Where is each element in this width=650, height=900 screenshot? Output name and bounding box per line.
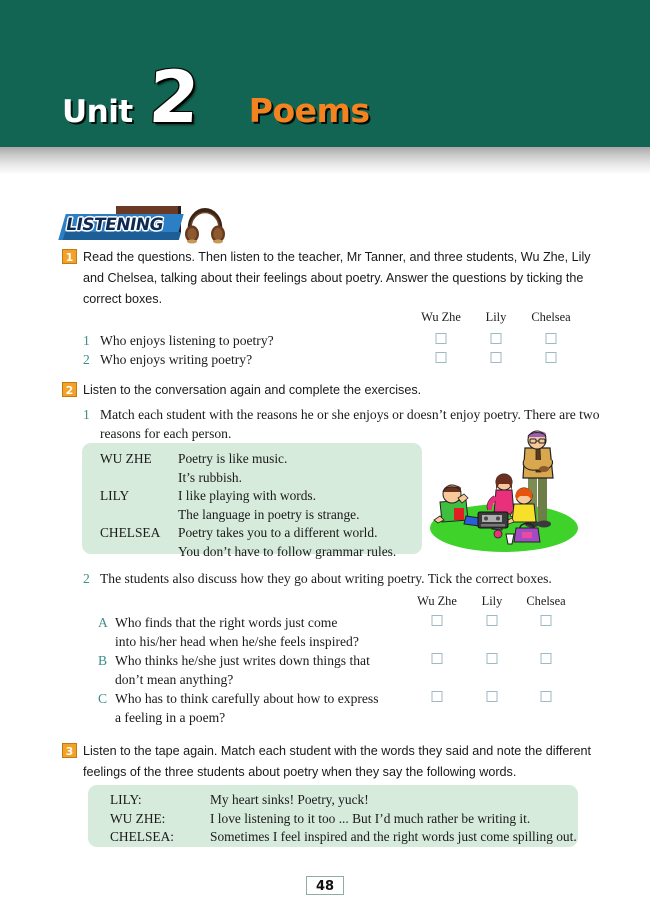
question-text: Who enjoys listening to poetry?	[100, 333, 274, 348]
list-item	[83, 331, 413, 350]
reasons-table-box	[82, 443, 422, 559]
question-text-line1: Who has to think carefully about how to express	[115, 691, 379, 706]
exercise-number-badge-1: 1	[62, 249, 77, 264]
exercise-number-badge-3: 3	[62, 743, 77, 758]
listening-section-banner	[62, 206, 242, 246]
column-header-wu-zhe: Wu Zhe	[421, 310, 461, 324]
question-text-line1: Who thinks he/she just writes down things that	[115, 653, 370, 668]
question-marker: B	[98, 653, 108, 668]
question-text: Who enjoys writing poetry?	[100, 352, 253, 367]
quote-text: I love listening to it too ... But I’d much rather be writing it.	[210, 810, 531, 826]
reason-text: I like playing with words.	[178, 488, 316, 503]
speaker-name: LILY:	[110, 792, 142, 807]
list-item	[98, 651, 418, 689]
part1-text-line1: Match each student with the reasons he or she enjoys or doesn’t enjoy poetry. There are two	[100, 407, 600, 422]
headphones-icon	[184, 208, 226, 249]
column-header-lily: Lily	[481, 594, 503, 608]
table-row	[110, 810, 577, 829]
cup	[506, 534, 514, 544]
checkbox-qB-lily[interactable]	[487, 653, 498, 664]
exercise-3-instructions: Listen to the tape again. Match each student with the words they said and note the different feelings of the three students about poetry when they say the following words.	[83, 744, 592, 779]
question-marker: 1	[83, 333, 90, 348]
table-row	[100, 524, 396, 543]
students-and-teacher-illustration	[424, 428, 584, 561]
exercise-number-badge-2: 2	[62, 382, 77, 397]
header-shadow-gradient	[0, 147, 650, 175]
listening-banner-label: LISTENING	[64, 215, 165, 235]
checkbox-q2-chelsea[interactable]	[546, 352, 557, 363]
column-header-chelsea: Chelsea	[531, 310, 571, 324]
part-marker: 1	[83, 407, 90, 422]
checkbox-q1-chelsea[interactable]	[546, 333, 557, 344]
table-row	[100, 543, 396, 562]
exercise-1-question-list	[83, 331, 413, 369]
table-row	[100, 469, 396, 488]
unit-number: 2	[146, 55, 201, 139]
unit-header-banner	[0, 0, 650, 147]
table-row	[100, 450, 396, 469]
checkbox-qB-wu-zhe[interactable]	[432, 653, 443, 664]
speaker-name: CHELSEA:	[110, 829, 174, 844]
reason-text: You don’t have to follow grammar rules.	[178, 543, 397, 559]
question-text-line2: into his/her head when he/she feels inspired?	[115, 634, 359, 649]
question-marker: A	[98, 615, 108, 630]
student-name: WU ZHE	[100, 451, 152, 466]
list-item	[83, 350, 413, 369]
exercise-2-instructions: Listen to the conversation again and complete the exercises.	[83, 383, 422, 397]
reason-text: Poetry takes you to a different world.	[178, 525, 378, 540]
table-row	[100, 506, 396, 525]
quote-text: My heart sinks! Poetry, yuck!	[210, 792, 369, 807]
reason-text: Poetry is like music.	[178, 451, 288, 466]
table-row	[110, 791, 577, 810]
exercise-1-instructions: Read the questions. Then listen to the teacher, Mr Tanner, and three students, Wu Zhe, Lily and Chelsea, talking about their feelings about poetry. Answer the questions by ticking the correct boxes.	[83, 250, 591, 306]
question-text-line1: Who finds that the right words just come	[115, 615, 338, 630]
reason-text: The language in poetry is strange.	[178, 506, 360, 522]
ball	[494, 530, 502, 538]
checkbox-q2-lily[interactable]	[491, 352, 502, 363]
quote-text: Sometimes I feel inspired and the right words just come spilling out.	[210, 829, 577, 844]
table-row	[110, 828, 577, 847]
quotes-table	[110, 791, 577, 847]
table-row	[100, 487, 396, 506]
checkbox-qC-wu-zhe[interactable]	[432, 691, 443, 702]
part1-text-line2: reasons for each person.	[100, 426, 232, 441]
checkbox-qC-chelsea[interactable]	[541, 691, 552, 702]
exercise-2-part2-instruction	[83, 569, 603, 588]
student-name: CHELSEA	[100, 525, 161, 540]
question-marker: C	[98, 691, 108, 706]
question-text-line2: don’t mean anything?	[115, 672, 234, 687]
checkbox-qA-chelsea[interactable]	[541, 615, 552, 626]
checkbox-qA-wu-zhe[interactable]	[432, 615, 443, 626]
list-item	[83, 569, 603, 588]
checkbox-qB-chelsea[interactable]	[541, 653, 552, 664]
part2-text: The students also discuss how they go about writing poetry. Tick the correct boxes.	[100, 571, 552, 586]
speaker-name: WU ZHE:	[110, 810, 166, 826]
list-item	[98, 689, 418, 727]
column-header-lily: Lily	[485, 310, 507, 324]
checkbox-qC-lily[interactable]	[487, 691, 498, 702]
reason-text: It’s rubbish.	[178, 469, 242, 485]
unit-label: Unit	[62, 94, 133, 130]
part-marker: 2	[83, 571, 90, 586]
column-header-wu-zhe: Wu Zhe	[417, 594, 457, 608]
unit-subject-title: Poems	[248, 91, 370, 130]
list-item	[98, 613, 418, 651]
question-marker: 2	[83, 352, 90, 367]
page-number: 48	[306, 876, 344, 895]
checkbox-qA-lily[interactable]	[487, 615, 498, 626]
checkbox-q2-wu-zhe[interactable]	[436, 352, 447, 363]
checkbox-q1-wu-zhe[interactable]	[436, 333, 447, 344]
student-name: LILY	[100, 488, 130, 503]
exercise-2-part2-questions	[98, 613, 418, 727]
question-text-line2: a feeling in a poem?	[115, 710, 226, 725]
reasons-table	[100, 450, 396, 561]
quotes-box	[88, 785, 578, 847]
tape-recorder	[478, 512, 508, 528]
column-header-chelsea: Chelsea	[526, 594, 566, 608]
unit-title-row	[62, 55, 370, 139]
checkbox-q1-lily[interactable]	[491, 333, 502, 344]
